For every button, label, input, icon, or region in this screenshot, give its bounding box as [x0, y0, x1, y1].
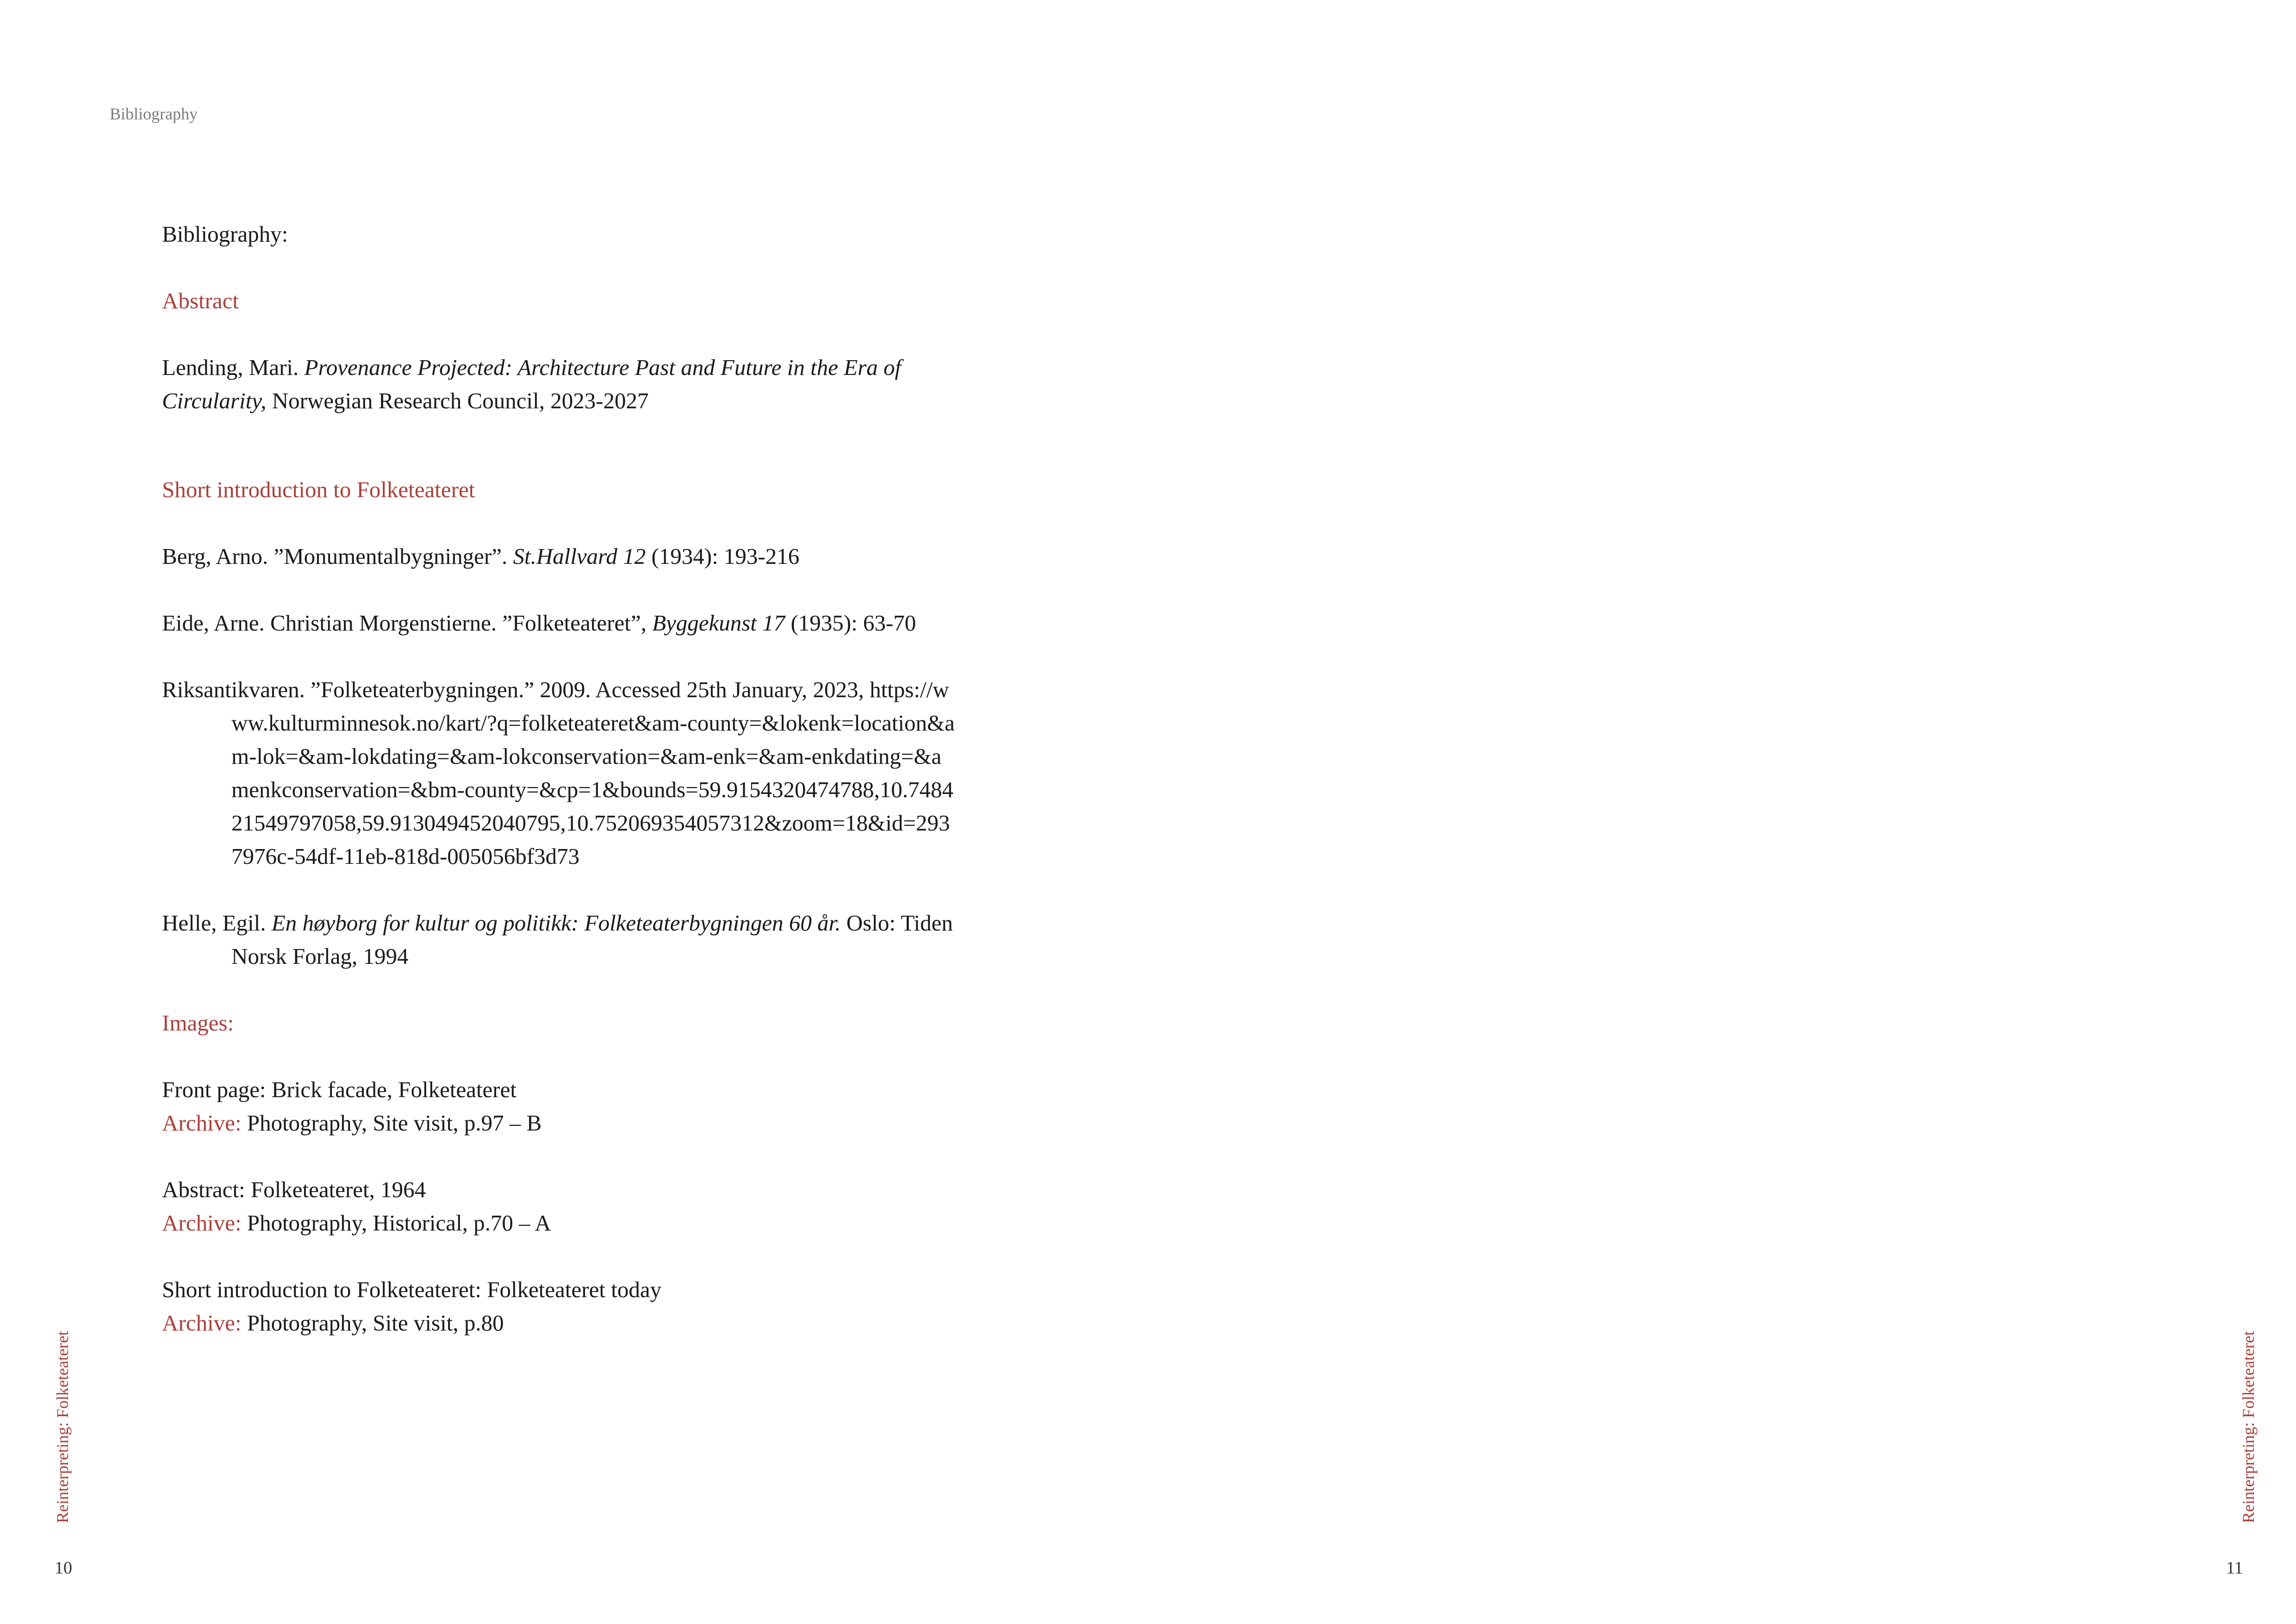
- image-archive: [162, 1206, 958, 1240]
- side-title-right: Reinterpreting: Folketeateret: [2239, 1331, 2258, 1523]
- ref-author: Lending, Mari.: [162, 355, 305, 380]
- image-caption: Abstract: Folketeateret, 1964: [162, 1177, 426, 1202]
- section-heading-images: Images:: [162, 1010, 234, 1036]
- image-credit: [162, 1273, 958, 1340]
- image-credit: [162, 1173, 958, 1240]
- bibliography-body: [162, 218, 958, 1340]
- archive-details: Photography, Site visit, p.80: [241, 1310, 504, 1336]
- image-archive: [162, 1306, 958, 1340]
- reference-riksantikvaren: [162, 673, 958, 873]
- reference-eide: [162, 606, 958, 640]
- archive-label: Archive:: [162, 1310, 242, 1336]
- image-archive: [162, 1106, 958, 1140]
- page-number-right: 11: [2226, 1558, 2243, 1578]
- ref-details: (1934): 193-216: [646, 543, 800, 569]
- section-heading-abstract: Abstract: [162, 288, 239, 313]
- ref-details: (1935): 63-70: [785, 610, 916, 636]
- archive-label: Archive:: [162, 1210, 242, 1236]
- reference-helle: [162, 906, 958, 973]
- section-heading-intro: Short introduction to Folketeateret: [162, 477, 475, 502]
- side-title-left: Reinterpreting: Folketeateret: [53, 1331, 72, 1523]
- ref-details: Norwegian Research Council, 2023-2027: [266, 388, 649, 413]
- ref-title: St.Hallvard 12: [513, 543, 646, 569]
- ref-title: Provenance Projected: Architecture Past and Future in the Era of Circularity,: [162, 355, 902, 413]
- ref-details: Oslo: Tiden Norsk Forlag, 1994: [231, 910, 953, 969]
- reference-lending: [162, 351, 958, 418]
- image-credit: [162, 1073, 958, 1140]
- ref-author: Eide, Arne. Christian Morgenstierne. ”Folketeateret”,: [162, 610, 653, 636]
- archive-details: Photography, Historical, p.70 – A: [241, 1210, 551, 1236]
- reference-berg: [162, 540, 958, 573]
- ref-author: Berg, Arno. ”Monumentalbygninger”.: [162, 543, 513, 569]
- page-title: Bibliography:: [162, 221, 288, 247]
- ref-title: En høyborg for kultur og politikk: Folketeaterbygningen 60 år.: [271, 910, 841, 936]
- running-header: Bibliography: [110, 105, 198, 123]
- ref-author: Helle, Egil.: [162, 910, 272, 936]
- ref-url-link[interactable]: https://www.kulturminnesok.no/kart/?q=folketeateret&am-county=&lokenk=location&am-lok=&am-lokdating=&am-lokconservation=&am-enk=&am-enkdating=&amenkconservation=&bm-county=&cp=1&bounds=59.9154320474788,10.748421549797058,59.913049452040795,10.752069354057312&zoom=18&id=2937976c-54df-11eb-818d-005056bf3d73: [231, 677, 955, 869]
- ref-title: Byggekunst 17: [652, 610, 785, 636]
- archive-details: Photography, Site visit, p.97 – B: [241, 1110, 542, 1136]
- image-caption: Short introduction to Folketeateret: Folketeateret today: [162, 1277, 662, 1302]
- ref-author: Riksantikvaren. ”Folketeaterbygningen.” 2009. Accessed 25th January, 2023,: [162, 677, 870, 702]
- page-number-left: 10: [55, 1558, 72, 1578]
- archive-label: Archive:: [162, 1110, 242, 1136]
- image-caption: Front page: Brick facade, Folketeateret: [162, 1077, 516, 1102]
